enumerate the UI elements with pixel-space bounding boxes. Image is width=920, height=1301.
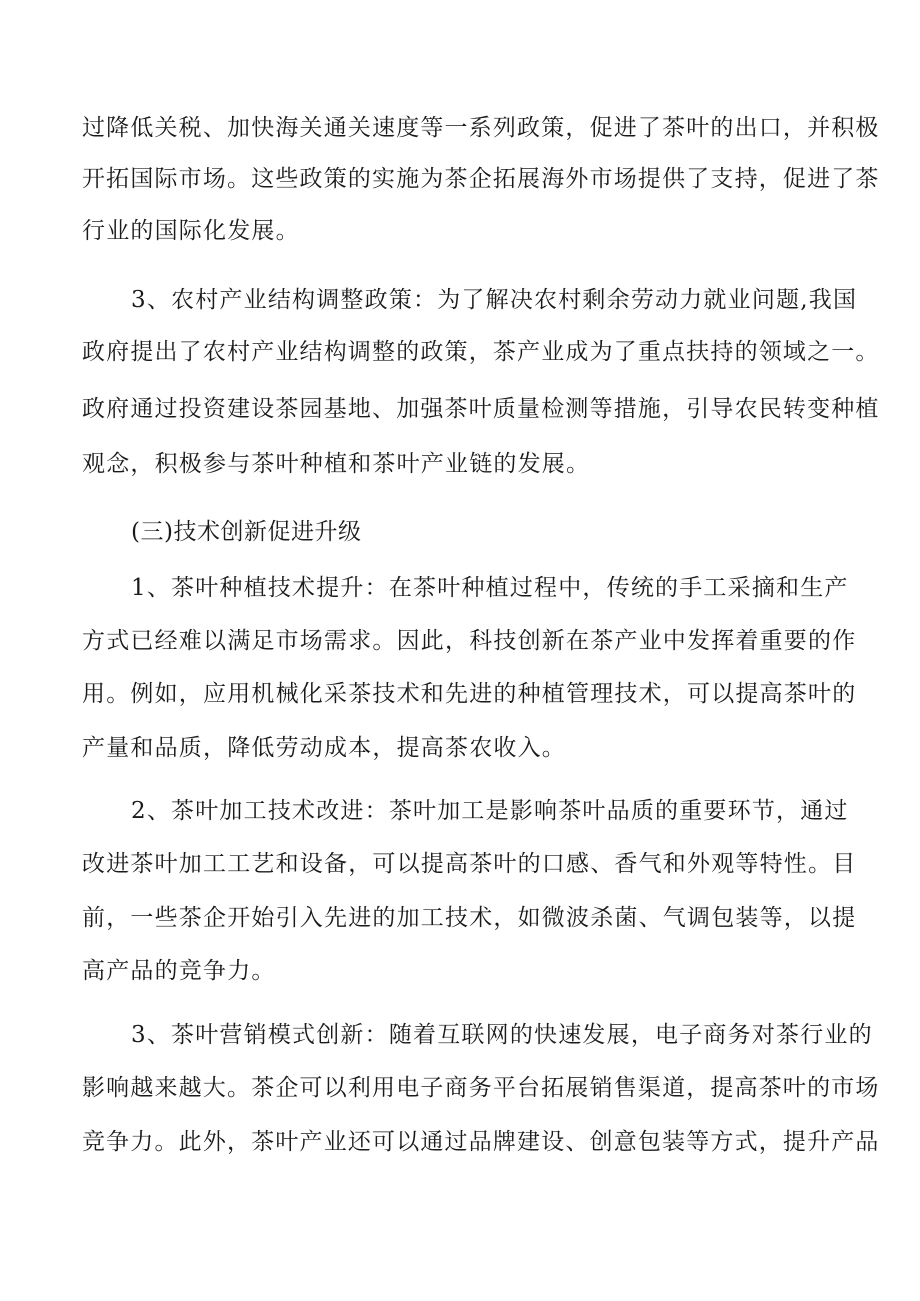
text-line: 3、茶叶营销模式创新：随着互联网的快速发展，电子商务对茶行业的 — [131, 1022, 873, 1048]
text-line: 高产品的竞争力。 — [82, 958, 276, 984]
text-line: 1、茶叶种植技术提升：在茶叶种植过程中，传统的手工采摘和生产 — [131, 575, 849, 601]
text-line: 影响越来越大。茶企可以利用电子商务平台拓展销售渠道，提高茶叶的市场 — [82, 1075, 880, 1101]
text-line: 观念，积极参与茶叶种植和茶叶产业链的发展。 — [82, 451, 591, 477]
text-line: 前，一些茶企开始引入先进的加工技术，如微波杀菌、气调包装等，以提 — [82, 905, 857, 931]
text-line: 用。例如，应用机械化采茶技术和先进的种植管理技术，可以提高茶叶的 — [82, 681, 857, 707]
text-line: 方式已经难以满足市场需求。因此，科技创新在茶产业中发挥着重要的作 — [82, 628, 857, 654]
text-line: 产量和品质，降低劳动成本，提高茶农收入。 — [82, 735, 566, 761]
text-line: 开拓国际市场。这些政策的实施为茶企拓展海外市场提供了支持，促进了茶 — [82, 166, 880, 192]
text-line: 政府提出了农村产业结构调整的政策，茶产业成为了重点扶持的领域之一。 — [82, 339, 880, 365]
text-line: 竞争力。此外，茶叶产业还可以通过品牌建设、创意包装等方式，提升产品 — [82, 1129, 880, 1155]
text-line: 行业的国际化发展。 — [82, 218, 300, 244]
text-line: 政府通过投资建设茶园基地、加强茶叶质量检测等措施，引导农民转变种植 — [82, 396, 880, 422]
text-line: 3、农村产业结构调整政策：为了解决农村剩余劳动力就业问题,我国 — [131, 287, 858, 313]
text-line: 过降低关税、加快海关通关速度等一系列政策，促进了茶叶的出口，并积极 — [82, 115, 880, 141]
section-heading: (三)技术创新促进升级 — [131, 519, 362, 545]
text-line: 改进茶叶加工工艺和设备，可以提高茶叶的口感、香气和外观等特性。目 — [82, 851, 857, 877]
text-line: 2、茶叶加工技术改进：茶叶加工是影响茶叶品质的重要环节，通过 — [131, 798, 849, 824]
